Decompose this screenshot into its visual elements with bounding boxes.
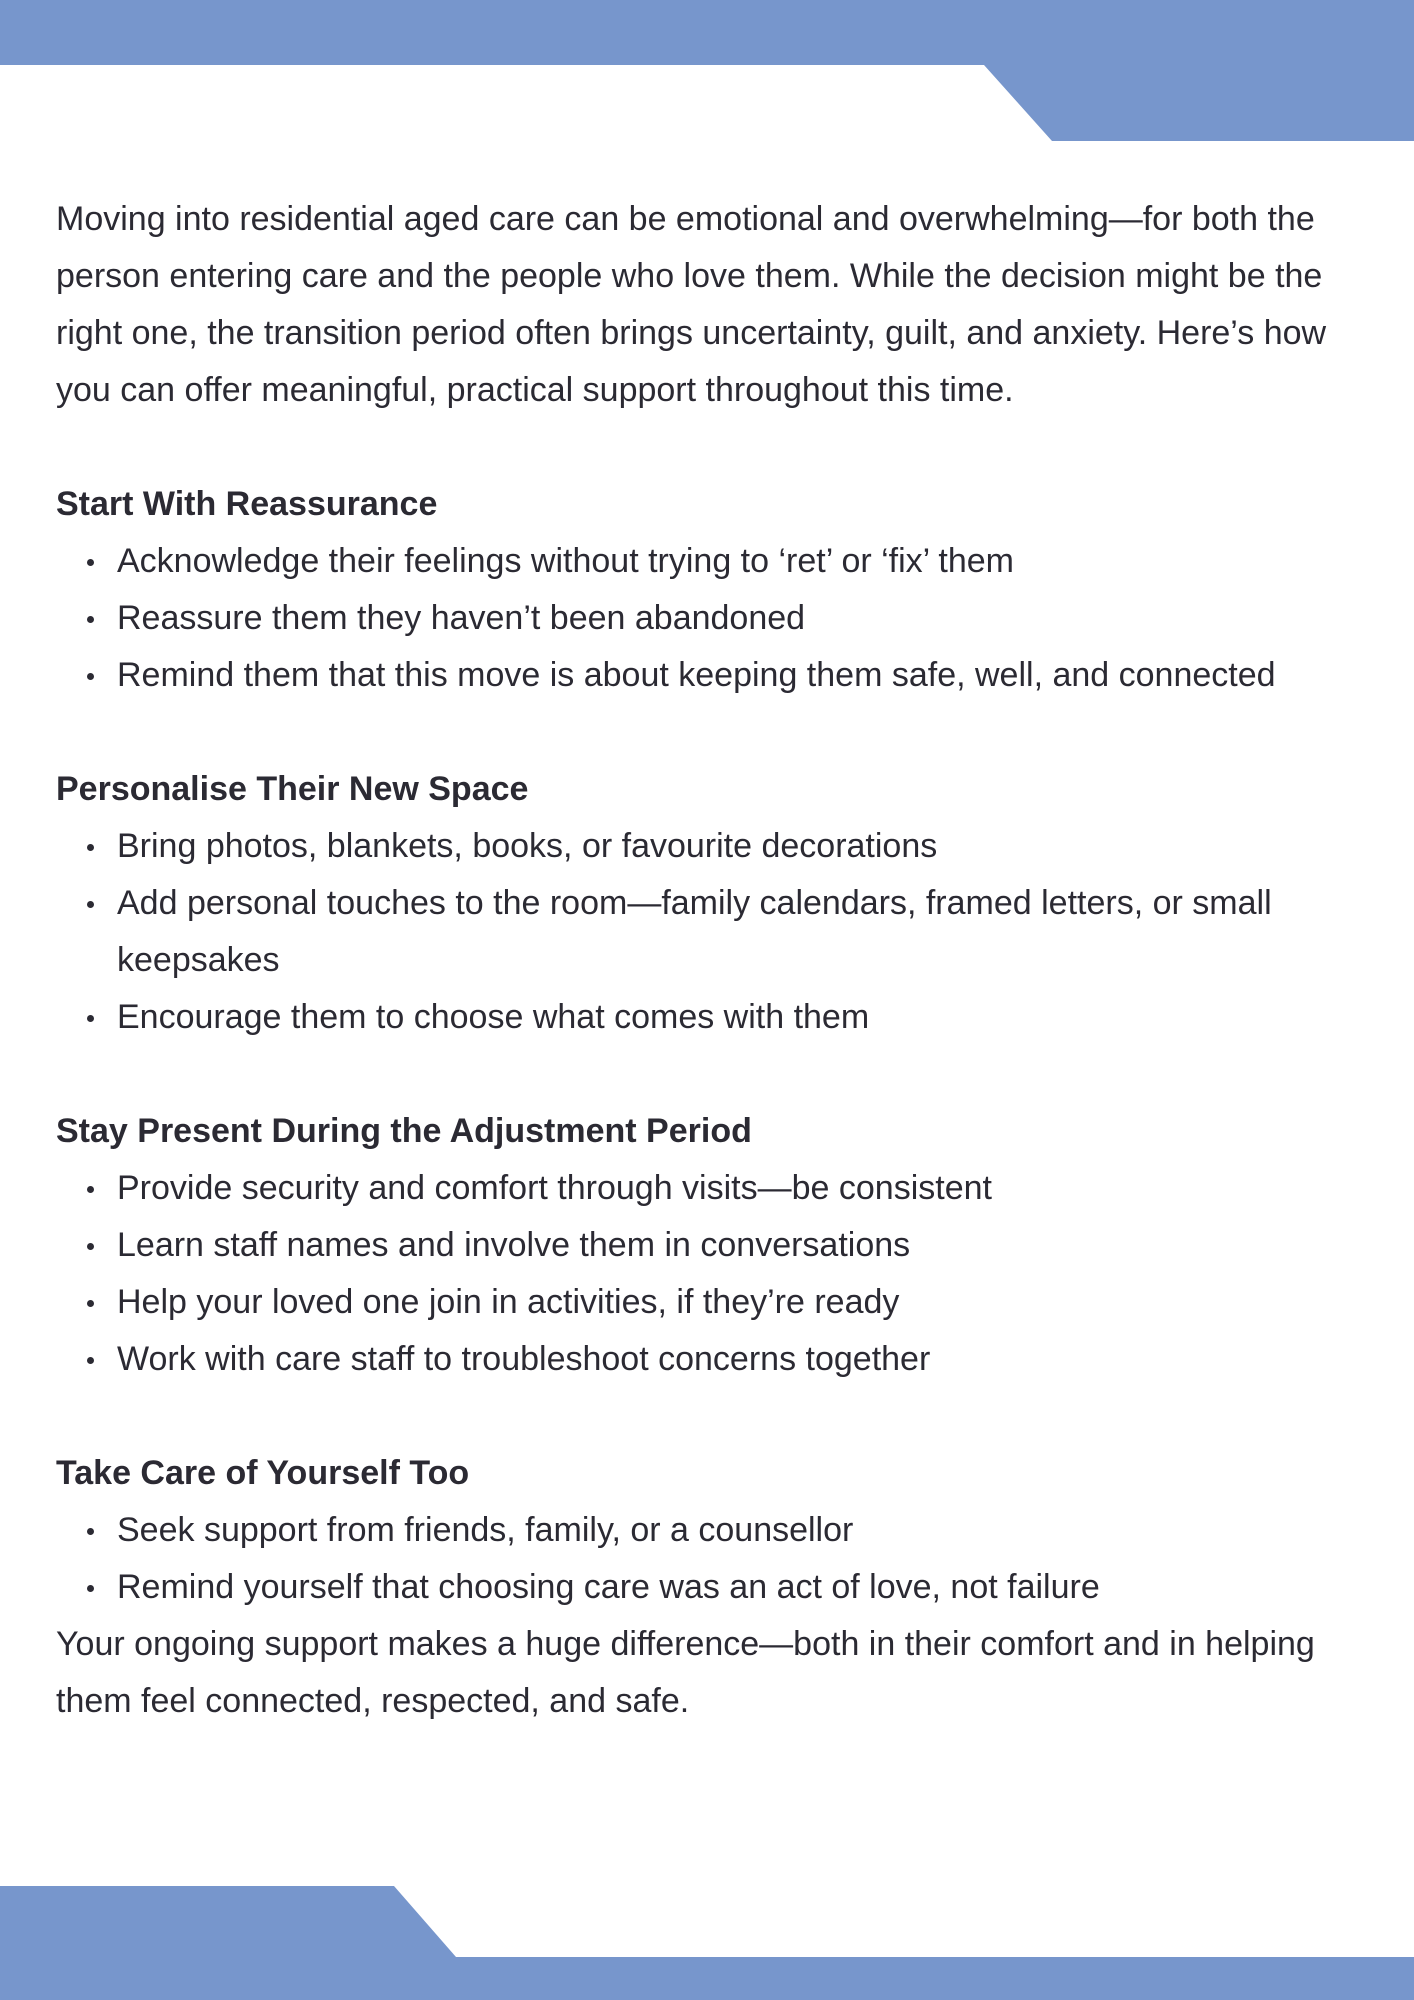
bullet-list [56,818,1356,1046]
section-heading: Take Care of Yourself Too [56,1454,470,1492]
document-body [56,191,1356,1730]
list-item: Help your loved one join in activities, if they’re ready [117,1274,1356,1331]
list-item: Work with care staff to troubleshoot concerns together [117,1331,1356,1388]
list-item: Encourage them to choose what comes with them [117,989,1356,1046]
footer-decoration [0,1886,1414,2000]
section-heading: Start With Reassurance [56,485,438,523]
list-item: Learn staff names and involve them in conversations [117,1217,1356,1274]
section-heading: Stay Present During the Adjustment Period [56,1112,752,1150]
list-item: Remind yourself that choosing care was an act of love, not failure [117,1559,1356,1616]
list-item: Provide security and comfort through visits—be consistent [117,1160,1356,1217]
intro-paragraph: Moving into residential aged care can be emotional and overwhelming—for both the person entering care and the people who love them. While the decision might be the right one, the transition period often brings uncertainty, guilt, and anxiety. Here’s how you can offer meaningful, practical support throughout this time. [56,200,1327,409]
section-self-care [56,1445,1356,1616]
bullet-list [56,1160,1356,1388]
list-item: Reassure them they haven’t been abandoned [117,590,1356,647]
section-reassurance [56,476,1356,704]
section-stay-present [56,1103,1356,1388]
list-item: Add personal touches to the room—family calendars, framed letters, or small keepsakes [117,875,1356,989]
section-heading: Personalise Their New Space [56,770,529,808]
header-band [0,0,1414,141]
bullet-list [56,1502,1356,1616]
header-decoration [0,0,1414,142]
section-personalise [56,761,1356,1046]
bullet-list [56,533,1356,704]
list-item: Seek support from friends, family, or a counsellor [117,1502,1356,1559]
closing-paragraph: Your ongoing support makes a huge difference—both in their comfort and in helping them feel connected, respected, and safe. [56,1625,1315,1720]
list-item: Bring photos, blankets, books, or favourite decorations [117,818,1356,875]
list-item: Acknowledge their feelings without trying to ‘ret’ or ‘fix’ them [117,533,1356,590]
footer-band [0,1886,1414,2000]
list-item: Remind them that this move is about keeping them safe, well, and connected [117,647,1356,704]
